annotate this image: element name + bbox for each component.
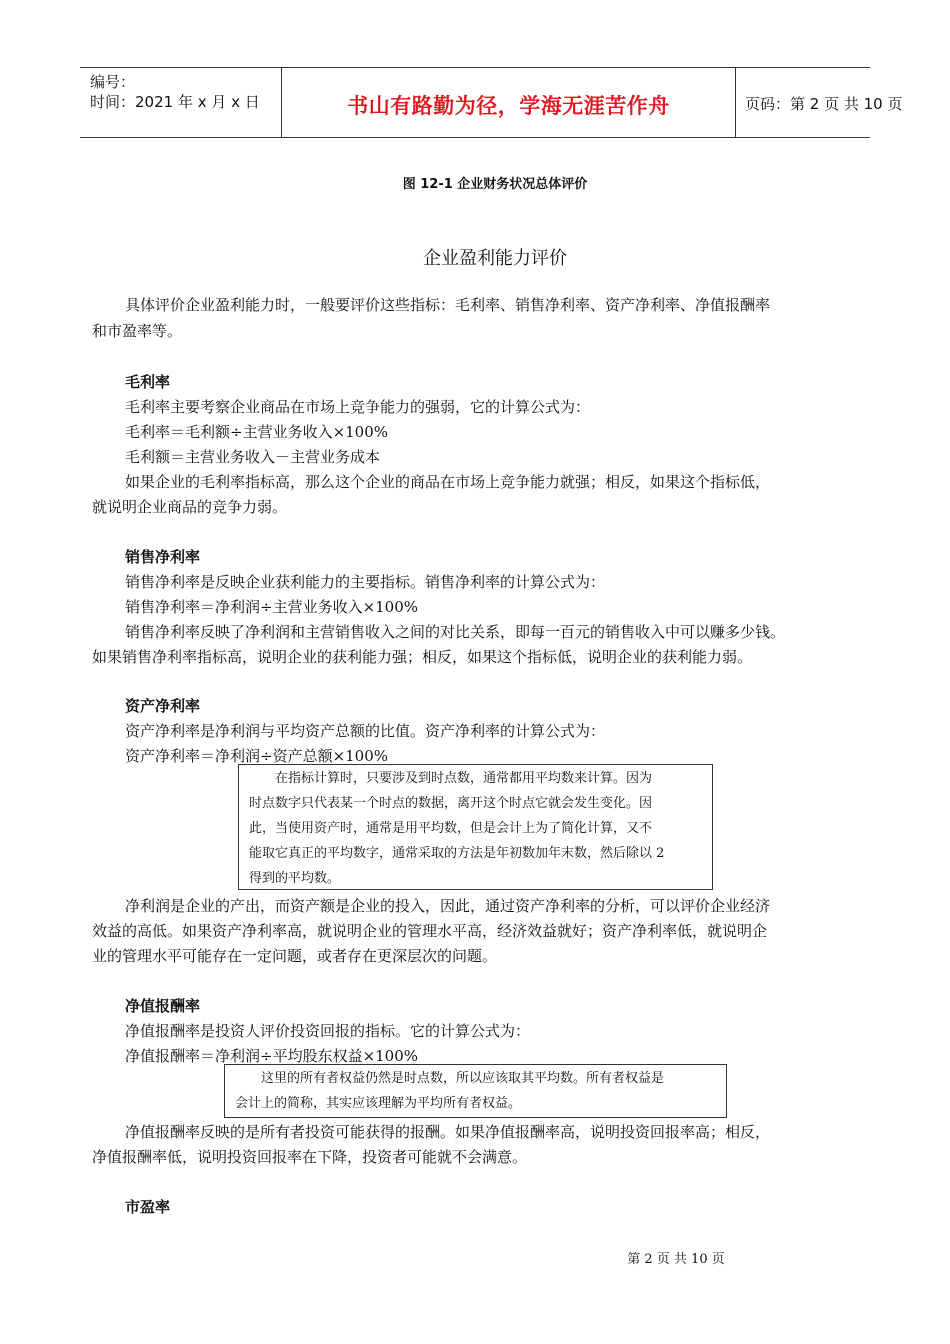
roe-note-line: 会计上的简称，其实应该理解为平均所有者权益。: [235, 1096, 522, 1111]
roa-note-line: 在指标计算时，只要涉及到时点数，通常都用平均数来计算。因为: [275, 771, 653, 786]
header-left-cell: [80, 68, 281, 137]
roe-formula: 净值报酬率＝净利润÷平均股东权益×100%: [125, 1047, 419, 1065]
roa-note-line: 能取它真正的平均数字，通常采取的方法是年初数加年末数，然后除以 2: [249, 846, 665, 861]
roa-note-line: 时点数字只代表某一个时点的数据，离开这个时点它就会发生变化。因: [249, 796, 653, 811]
header-motto: 书山有路勤为径，学海无涯苦作舟: [347, 94, 670, 118]
roa-after-line-3: 业的管理水平可能存在一定问题，或者存在更深层次的问题。: [92, 947, 498, 965]
net-profit-margin-line-1: 销售净利率是反映企业获利能力的主要指标。销售净利率的计算公式为：: [125, 573, 606, 591]
net-profit-margin-line-3: 销售净利率反映了净利润和主营销售收入之间的对比关系，即每一百元的销售收入中可以赚多少钱。: [125, 623, 786, 641]
roa-line-1: 资产净利率是净利润与平均资产总额的比值。资产净利率的计算公式为：: [125, 722, 606, 740]
heading-pe: 市盈率: [125, 1198, 171, 1216]
roe-note-line: 这里的所有者权益仍然是时点数，所以应该取其平均数。所有者权益是: [261, 1071, 665, 1086]
net-profit-margin-formula: 销售净利率＝净利润÷主营业务收入×100%: [125, 598, 419, 616]
header-page-code: 页码：第 2 页 共 10 页: [745, 95, 903, 113]
page-footer: 第 2 页 共 10 页: [627, 1252, 725, 1267]
roa-note-line: 此，当使用资产时，通常是用平均数，但是会计上为了简化计算，又不: [249, 821, 653, 836]
roa-formula: 资产净利率＝净利润÷资产总额×100%: [125, 747, 389, 765]
heading-net-profit-margin: 销售净利率: [125, 548, 201, 566]
document-number-label: 编号：: [90, 73, 136, 91]
document-header: [80, 67, 903, 138]
header-right-cell: [735, 68, 903, 137]
intro-line-1: 具体评价企业盈利能力时，一般要评价这些指标：毛利率、销售净利率、资产净利率、净值报酬率: [125, 296, 771, 314]
roe-line-1: 净值报酬率是投资人评价投资回报的指标。它的计算公式为：: [125, 1022, 531, 1040]
roa-note-box: [238, 764, 713, 890]
gross-margin-formula-2: 毛利额＝主营业务收入－主营业务成本: [125, 448, 381, 466]
gross-margin-formula-1: 毛利率＝毛利额÷主营业务收入×100%: [125, 423, 389, 441]
gross-margin-line-1: 毛利率主要考察企业商品在市场上竞争能力的强弱，它的计算公式为：: [125, 398, 591, 416]
heading-roa: 资产净利率: [125, 697, 201, 715]
gross-margin-line-4: 如果企业的毛利率指标高，那么这个企业的商品在市场上竞争能力就强；相反，如果这个指标低，: [125, 473, 771, 491]
heading-gross-margin: 毛利率: [125, 373, 171, 391]
gross-margin-line-5: 就说明企业商品的竞争力弱。: [92, 498, 288, 516]
roe-after-line-1: 净值报酬率反映的是所有者投资可能获得的报酬。如果净值报酬率高，说明投资回报率高；相反，: [125, 1123, 771, 1141]
roa-note-line: 得到的平均数。: [249, 871, 341, 886]
figure-caption: 图 12-1 企业财务状况总体评价: [402, 177, 588, 192]
heading-roe: 净值报酬率: [125, 997, 201, 1015]
net-profit-margin-line-4: 如果销售净利率指标高，说明企业的获利能力强；相反，如果这个指标低，说明企业的获利能力弱。: [92, 648, 753, 666]
intro-line-2: 和市盈率等。: [92, 322, 183, 340]
section-title: 企业盈利能力评价: [423, 248, 567, 269]
roe-note-box: [224, 1064, 727, 1118]
roe-after-line-2: 净值报酬率低，说明投资回报率在下降，投资者可能就不会满意。: [92, 1148, 528, 1166]
document-date-label: 时间：2021 年 x 月 x 日: [90, 93, 260, 111]
roa-after-line-1: 净利润是企业的产出，而资产额是企业的投入，因此，通过资产净利率的分析，可以评价企业经济: [125, 897, 771, 915]
header-motto-cell: [281, 68, 736, 137]
roa-after-line-2: 效益的高低。如果资产净利率高，就说明企业的管理水平高，经济效益就好；资产净利率低，就说明企: [92, 922, 768, 940]
